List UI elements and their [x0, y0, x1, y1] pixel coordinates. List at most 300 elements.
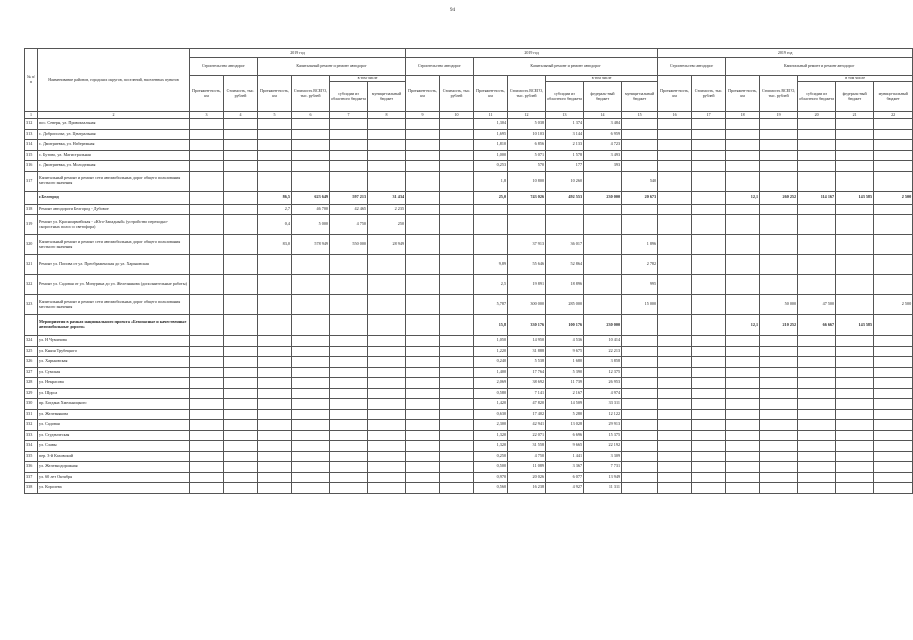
cell-col-9	[406, 161, 440, 172]
cell-col-14: 230 000	[584, 191, 622, 204]
cell-col-4	[224, 378, 258, 389]
cell-col-16	[658, 420, 692, 431]
cell-col-9	[406, 191, 440, 204]
cell-col-17	[692, 171, 726, 191]
table-row	[25, 315, 913, 336]
cell-col-14: 393	[584, 161, 622, 172]
cell-col-22	[874, 472, 913, 483]
cell-col-19	[760, 336, 798, 347]
cell-col-3	[190, 215, 224, 235]
cell-col-16	[658, 399, 692, 410]
cell-col-5: 2,7	[258, 204, 292, 215]
header-no: № п/п	[25, 49, 38, 112]
cell-col-9	[406, 295, 440, 315]
cell-col-18	[726, 161, 760, 172]
cell-col-9	[406, 235, 440, 255]
cell-col-8	[368, 430, 406, 441]
cell-col-19	[760, 119, 798, 130]
cell-col-20	[798, 161, 836, 172]
row-number: 334	[25, 441, 38, 452]
cell-col-21	[836, 441, 874, 452]
cell-col-10	[440, 483, 474, 494]
cell-col-8	[368, 399, 406, 410]
cell-col-10	[440, 367, 474, 378]
cell-col-10	[440, 420, 474, 431]
row-name: ул. Харьковская	[38, 357, 190, 368]
cell-col-12: 47 820	[508, 399, 546, 410]
cell-col-7	[330, 399, 368, 410]
cell-col-14: 3 858	[584, 357, 622, 368]
cell-col-14	[584, 295, 622, 315]
cell-col-14: 12 375	[584, 367, 622, 378]
cell-col-16	[658, 191, 692, 204]
cell-col-19: 260 252	[760, 191, 798, 204]
cell-col-14: 22 213	[584, 346, 622, 357]
row-number: 335	[25, 451, 38, 462]
cell-col-3	[190, 150, 224, 161]
cell-col-11: 25,0	[474, 191, 508, 204]
cell-col-15	[622, 315, 658, 336]
cell-col-8	[368, 295, 406, 315]
cell-col-4	[224, 357, 258, 368]
cell-col-21	[836, 295, 874, 315]
cell-col-18	[726, 119, 760, 130]
cell-col-4	[224, 462, 258, 473]
cell-col-7: 4 750	[330, 215, 368, 235]
cell-col-14: 3 484	[584, 119, 622, 130]
table-row	[25, 367, 913, 378]
cell-col-9	[406, 483, 440, 494]
column-number: 12	[508, 112, 546, 119]
cell-col-16	[658, 295, 692, 315]
table-row	[25, 235, 913, 255]
header-subsidy: субсидии из областного бюджета	[330, 82, 368, 112]
cell-col-13: 10 260	[546, 171, 584, 191]
cell-col-7	[330, 462, 368, 473]
header-cost-total: Стоимость ВСЕГО, тыс. рублей	[292, 76, 330, 112]
row-name: г.Белгород	[38, 191, 190, 204]
cell-col-3	[190, 409, 224, 420]
cell-col-19	[760, 388, 798, 399]
row-name: ул. Щорса	[38, 388, 190, 399]
cell-col-13: 2 167	[546, 388, 584, 399]
table-row	[25, 430, 913, 441]
cell-col-18	[726, 441, 760, 452]
cell-col-10	[440, 346, 474, 357]
cell-col-9	[406, 420, 440, 431]
cell-col-8	[368, 161, 406, 172]
cell-col-7	[330, 420, 368, 431]
cell-col-17	[692, 472, 726, 483]
cell-col-11: 1,304	[474, 119, 508, 130]
cell-col-5	[258, 346, 292, 357]
cell-col-5	[258, 255, 292, 275]
table-row	[25, 483, 913, 494]
cell-col-22	[874, 441, 913, 452]
table-row	[25, 346, 913, 357]
cell-col-17	[692, 336, 726, 347]
cell-col-10	[440, 150, 474, 161]
cell-col-21	[836, 215, 874, 235]
cell-col-10	[440, 441, 474, 452]
cell-col-17	[692, 119, 726, 130]
cell-col-13: 285 000	[546, 295, 584, 315]
cell-col-15	[622, 388, 658, 399]
row-name: пр. Богдана Хмельницкого	[38, 399, 190, 410]
row-name: ул. 60 лет Октября	[38, 472, 190, 483]
cell-col-12: 6 856	[508, 140, 546, 151]
cell-col-3	[190, 119, 224, 130]
cell-col-12: 7 141	[508, 388, 546, 399]
page-number: 94	[450, 8, 455, 13]
cell-col-3	[190, 378, 224, 389]
table-row	[25, 150, 913, 161]
cell-col-17	[692, 161, 726, 172]
cell-col-14: 230 000	[584, 315, 622, 336]
cell-col-14: 29 913	[584, 420, 622, 431]
row-number: 320	[25, 235, 38, 255]
cell-col-10	[440, 315, 474, 336]
cell-col-5	[258, 357, 292, 368]
cell-col-20	[798, 462, 836, 473]
cell-col-7	[330, 161, 368, 172]
cell-col-6	[292, 336, 330, 347]
cell-col-7	[330, 483, 368, 494]
cell-col-11: 1,695	[474, 129, 508, 140]
cell-col-18	[726, 472, 760, 483]
cell-col-22	[874, 119, 913, 130]
column-number: 3	[190, 112, 224, 119]
cell-col-17	[692, 367, 726, 378]
table-row	[25, 378, 913, 389]
cell-col-6: 578 949	[292, 235, 330, 255]
table-row	[25, 399, 913, 410]
cell-col-10	[440, 119, 474, 130]
cell-col-14: 33 311	[584, 399, 622, 410]
cell-col-11: 0,970	[474, 472, 508, 483]
cell-col-17	[692, 275, 726, 295]
cell-col-20	[798, 150, 836, 161]
cell-col-3	[190, 295, 224, 315]
column-numbers-row	[25, 112, 913, 119]
cell-col-20	[798, 388, 836, 399]
cell-col-13: 14 509	[546, 399, 584, 410]
cell-col-22	[874, 150, 913, 161]
cell-col-6	[292, 409, 330, 420]
cell-col-17	[692, 357, 726, 368]
header-cost: Стоимость, тыс. рублей	[692, 76, 726, 112]
header-name: Наименование районов, городских округов, поселений, населенных пунктов	[38, 49, 190, 112]
cell-col-8	[368, 451, 406, 462]
cell-col-18: 12,1	[726, 315, 760, 336]
cell-col-5	[258, 462, 292, 473]
cell-col-16	[658, 462, 692, 473]
cell-col-20	[798, 215, 836, 235]
cell-col-14: 13 949	[584, 472, 622, 483]
cell-col-5	[258, 129, 292, 140]
cell-col-15: 20 673	[622, 191, 658, 204]
cell-col-16	[658, 140, 692, 151]
header-municipal: муници-пальный бюджет	[874, 82, 913, 112]
row-number: 314	[25, 140, 38, 151]
cell-col-7	[330, 346, 368, 357]
row-number: 326	[25, 357, 38, 368]
cell-col-16	[658, 275, 692, 295]
header-capital-repair: Капитальный ремонт и ремонт автодорог	[474, 58, 658, 76]
cell-col-8	[368, 483, 406, 494]
cell-col-14	[584, 275, 622, 295]
cell-col-4	[224, 409, 258, 420]
cell-col-13: 100 176	[546, 315, 584, 336]
row-name: ул. Садовая	[38, 420, 190, 431]
cell-col-8	[368, 140, 406, 151]
cell-col-15	[622, 367, 658, 378]
cell-col-10	[440, 336, 474, 347]
cell-col-5: 83,0	[258, 235, 292, 255]
cell-col-4	[224, 235, 258, 255]
cell-col-14: 7 731	[584, 462, 622, 473]
cell-col-5: 0,4	[258, 215, 292, 235]
cell-col-19	[760, 140, 798, 151]
cell-col-22	[874, 420, 913, 431]
cell-col-10	[440, 129, 474, 140]
cell-col-21	[836, 483, 874, 494]
cell-col-16	[658, 336, 692, 347]
cell-col-22	[874, 430, 913, 441]
cell-col-9	[406, 409, 440, 420]
cell-col-5	[258, 472, 292, 483]
cell-col-19	[760, 430, 798, 441]
cell-col-3	[190, 451, 224, 462]
row-name: пер. 3-й Каховский	[38, 451, 190, 462]
table-row	[25, 140, 913, 151]
cell-col-17	[692, 441, 726, 452]
cell-col-14	[584, 204, 622, 215]
cell-col-15	[622, 357, 658, 368]
cell-col-11: 1,400	[474, 367, 508, 378]
cell-col-19	[760, 357, 798, 368]
cell-col-10	[440, 357, 474, 368]
cell-col-21	[836, 357, 874, 368]
cell-col-8	[368, 119, 406, 130]
cell-col-11: 15,8	[474, 315, 508, 336]
cell-col-21	[836, 451, 874, 462]
cell-col-20	[798, 472, 836, 483]
cell-col-17	[692, 215, 726, 235]
cell-col-9	[406, 315, 440, 336]
cell-col-5	[258, 171, 292, 191]
cell-col-15: 540	[622, 171, 658, 191]
cell-col-3	[190, 161, 224, 172]
cell-col-15	[622, 140, 658, 151]
cell-col-10	[440, 409, 474, 420]
cell-col-13: 9 675	[546, 346, 584, 357]
cell-col-13: 4 927	[546, 483, 584, 494]
cell-col-22	[874, 215, 913, 235]
cell-col-4	[224, 204, 258, 215]
cell-col-15: 995	[622, 275, 658, 295]
cell-col-10	[440, 295, 474, 315]
cell-col-8	[368, 378, 406, 389]
cell-col-18	[726, 171, 760, 191]
cell-col-6	[292, 367, 330, 378]
cell-col-8	[368, 346, 406, 357]
cell-col-7: 42 465	[330, 204, 368, 215]
row-name: ул. Железнодорожная	[38, 462, 190, 473]
cell-col-8	[368, 150, 406, 161]
cell-col-12: 5 538	[508, 357, 546, 368]
cell-col-14: 11 311	[584, 483, 622, 494]
cell-col-6	[292, 346, 330, 357]
cell-col-12: 300 000	[508, 295, 546, 315]
cell-col-18: 12,1	[726, 191, 760, 204]
cell-col-9	[406, 430, 440, 441]
header-length: Протяжен-ность, км	[474, 76, 508, 112]
cell-col-15: 2 782	[622, 255, 658, 275]
cell-col-8: 28 949	[368, 235, 406, 255]
cell-col-7	[330, 441, 368, 452]
cell-col-12: 38 692	[508, 378, 546, 389]
column-number: 6	[292, 112, 330, 119]
cell-col-5	[258, 367, 292, 378]
row-number: 316	[25, 161, 38, 172]
cell-col-18	[726, 204, 760, 215]
cell-col-6	[292, 171, 330, 191]
header-year-2: 2019 год	[406, 49, 658, 58]
cell-col-12: 5 038	[508, 119, 546, 130]
cell-col-13: 6 077	[546, 472, 584, 483]
cell-col-3	[190, 399, 224, 410]
row-number: 327	[25, 367, 38, 378]
cell-col-6	[292, 315, 330, 336]
cell-col-20	[798, 235, 836, 255]
cell-col-10	[440, 161, 474, 172]
cell-col-10	[440, 235, 474, 255]
header-length: Протяжен-ность, км	[406, 76, 440, 112]
cell-col-5	[258, 483, 292, 494]
cell-col-6	[292, 451, 330, 462]
cell-col-16	[658, 388, 692, 399]
cell-col-7	[330, 119, 368, 130]
cell-col-22	[874, 388, 913, 399]
cell-col-3	[190, 204, 224, 215]
road-funding-table	[24, 48, 913, 494]
cell-col-16	[658, 430, 692, 441]
row-number: 313	[25, 129, 38, 140]
cell-col-5	[258, 388, 292, 399]
cell-col-16	[658, 409, 692, 420]
cell-col-16	[658, 255, 692, 275]
cell-col-13: 36 017	[546, 235, 584, 255]
cell-col-5	[258, 409, 292, 420]
cell-col-5: 86,5	[258, 191, 292, 204]
cell-col-5	[258, 140, 292, 151]
cell-col-18	[726, 346, 760, 357]
cell-col-17	[692, 204, 726, 215]
cell-col-11	[474, 204, 508, 215]
row-name: ул. Князя Трубецкого	[38, 346, 190, 357]
column-number: 13	[546, 112, 584, 119]
cell-col-5	[258, 399, 292, 410]
cell-col-3	[190, 140, 224, 151]
cell-col-10	[440, 378, 474, 389]
header-in-that-number: в том числе	[546, 76, 658, 82]
cell-col-4	[224, 441, 258, 452]
cell-col-11: 0,500	[474, 462, 508, 473]
header-municipal: муници-пальный бюджет	[368, 82, 406, 112]
column-number: 7	[330, 112, 368, 119]
cell-col-15	[622, 336, 658, 347]
row-number	[25, 191, 38, 204]
cell-col-15	[622, 430, 658, 441]
cell-col-4	[224, 399, 258, 410]
cell-col-3	[190, 430, 224, 441]
cell-col-15: 1 896	[622, 235, 658, 255]
cell-col-10	[440, 388, 474, 399]
cell-col-4	[224, 483, 258, 494]
column-number: 11	[474, 112, 508, 119]
row-number: 331	[25, 409, 38, 420]
row-name: ул. Сумская	[38, 367, 190, 378]
table-row	[25, 295, 913, 315]
cell-col-6	[292, 150, 330, 161]
cell-col-20	[798, 255, 836, 275]
cell-col-6	[292, 161, 330, 172]
cell-col-19	[760, 129, 798, 140]
cell-col-4	[224, 367, 258, 378]
cell-col-9	[406, 378, 440, 389]
header-length: Протяжен-ность, км	[190, 76, 224, 112]
cell-col-22	[874, 346, 913, 357]
cell-col-17	[692, 255, 726, 275]
row-number: 336	[25, 462, 38, 473]
cell-col-12: 31 888	[508, 346, 546, 357]
cell-col-3	[190, 129, 224, 140]
cell-col-4	[224, 215, 258, 235]
cell-col-20: 114 167	[798, 191, 836, 204]
column-number: 14	[584, 112, 622, 119]
cell-col-4	[224, 171, 258, 191]
row-number: 338	[25, 483, 38, 494]
cell-col-19	[760, 235, 798, 255]
row-number	[25, 315, 38, 336]
cell-col-19	[760, 451, 798, 462]
cell-col-13: 2 133	[546, 140, 584, 151]
cell-col-4	[224, 346, 258, 357]
cell-col-15	[622, 462, 658, 473]
row-name: с. Доброполье, ул. Центральная	[38, 129, 190, 140]
cell-col-7	[330, 388, 368, 399]
cell-col-21	[836, 336, 874, 347]
cell-col-19	[760, 367, 798, 378]
column-number: 19	[760, 112, 798, 119]
cell-col-20	[798, 399, 836, 410]
cell-col-5	[258, 161, 292, 172]
cell-col-20	[798, 451, 836, 462]
column-number: 20	[798, 112, 836, 119]
cell-col-7	[330, 409, 368, 420]
cell-col-14: 6 959	[584, 129, 622, 140]
cell-col-22	[874, 462, 913, 473]
cell-col-21	[836, 150, 874, 161]
cell-col-14	[584, 255, 622, 275]
column-number: 8	[368, 112, 406, 119]
cell-col-8	[368, 462, 406, 473]
cell-col-18	[726, 255, 760, 275]
cell-col-16	[658, 441, 692, 452]
cell-col-7	[330, 315, 368, 336]
cell-col-5	[258, 441, 292, 452]
